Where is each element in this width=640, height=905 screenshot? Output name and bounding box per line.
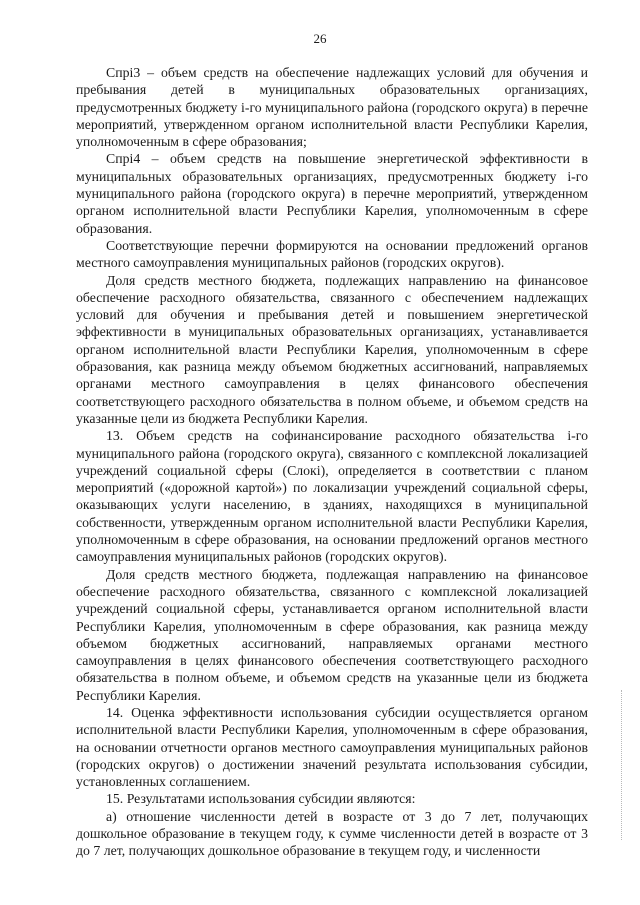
paragraph-item-14: 14. Оценка эффективности использования субсидии осуществляется органом исполнительной власти Республики Карелия, уполномоченным в сфере образования, на основании отчетности органов местного самоуправления муниципальных районов (городских округов) о достижении значений результата использования субсидии, установленных соглашением. xyxy=(76,704,588,790)
paragraph-item-13: 13. Объем средств на софинансирование расходного обязательства i-го муниципального района (городского округа), связанного с комплексной локализацией учреждений социальной сферы (Слокi), определяется в соответствии с планом мероприятий («дорожной картой») по локализации учреждений социальной сферы, оказывающих услуги населению, в зданиях, находящихся в муниципальной собственности, утвержденным органом исполнительной власти Республики Карелия, уполномоченным в сфере образования, на основании предложений органов местного самоуправления муниципальных районов (городских округов). xyxy=(76,428,588,565)
paragraph-spr3: Спрi3 – объем средств на обеспечение надлежащих условий для обучения и пребывания детей в муниципальных образовательных организациях, предусмотренных бюджету i-го муниципального района (городского округа) в перечне мероприятий, утвержденном органом исполнительной власти Республики Карелия, уполномоченным в сфере образования; xyxy=(76,65,588,150)
paragraph-lists-formation: Соответствующие перечни формируются на основании предложений органов местного самоуправления муниципальных районов (городских округов). xyxy=(76,237,588,271)
paragraph-item-15a: а) отношение численности детей в возрасте от 3 до 7 лет, получающих дошкольное образование в текущем году, к сумме численности детей в возрасте от 3 до 7 лет, получающих дошкольное образование в текущем году, и численности xyxy=(76,808,588,859)
paragraph-local-budget-share-localization: Доля средств местного бюджета, подлежащая направлению на финансовое обеспечение расходного обязательства, связанного с комплексной локализацией учреждений социальной сферы, устанавливается органом исполнительной власти Республики Карелия, уполномоченным в сфере образования, как разница между объемом бюджетных ассигнований, направляемых органами местного самоуправления в целях финансового обеспечения соответствующего расходного обязательства в полном объеме, и объемом средств на указанные цели из бюджета Республики Карелия. xyxy=(76,566,588,703)
document-body xyxy=(76,64,588,860)
paragraph-item-15: 15. Результатами использования субсидии являются: xyxy=(106,791,416,807)
paragraph-local-budget-share-conditions: Доля средств местного бюджета, подлежащих направлению на финансовое обеспечение расходного обязательства, связанного с обеспечением надлежащих условий для обучения и пребывания детей и повышением энергетической эффективности в муниципальных образовательных организациях, устанавливается органом исполнительной власти Республики Карелия, уполномоченным в сфере образования, как разница между объемом бюджетных ассигнований, направляемых органами местного самоуправления в целях финансового обеспечения соответствующего расходного обязательства в полном объеме, и объемом средств на указанные цели из бюджета Республики Карелия. xyxy=(76,272,588,426)
page-number: 26 xyxy=(313,31,327,46)
paragraph-spr4: Спрi4 – объем средств на повышение энергетической эффективности в муниципальных образовательных организациях, предусмотренных бюджету i-го муниципального района (городского округа) в перечне мероприятий, утвержденном органом исполнительной власти Республики Карелия, уполномоченным в сфере образования. xyxy=(76,151,588,236)
scan-margin-marks xyxy=(621,690,626,840)
